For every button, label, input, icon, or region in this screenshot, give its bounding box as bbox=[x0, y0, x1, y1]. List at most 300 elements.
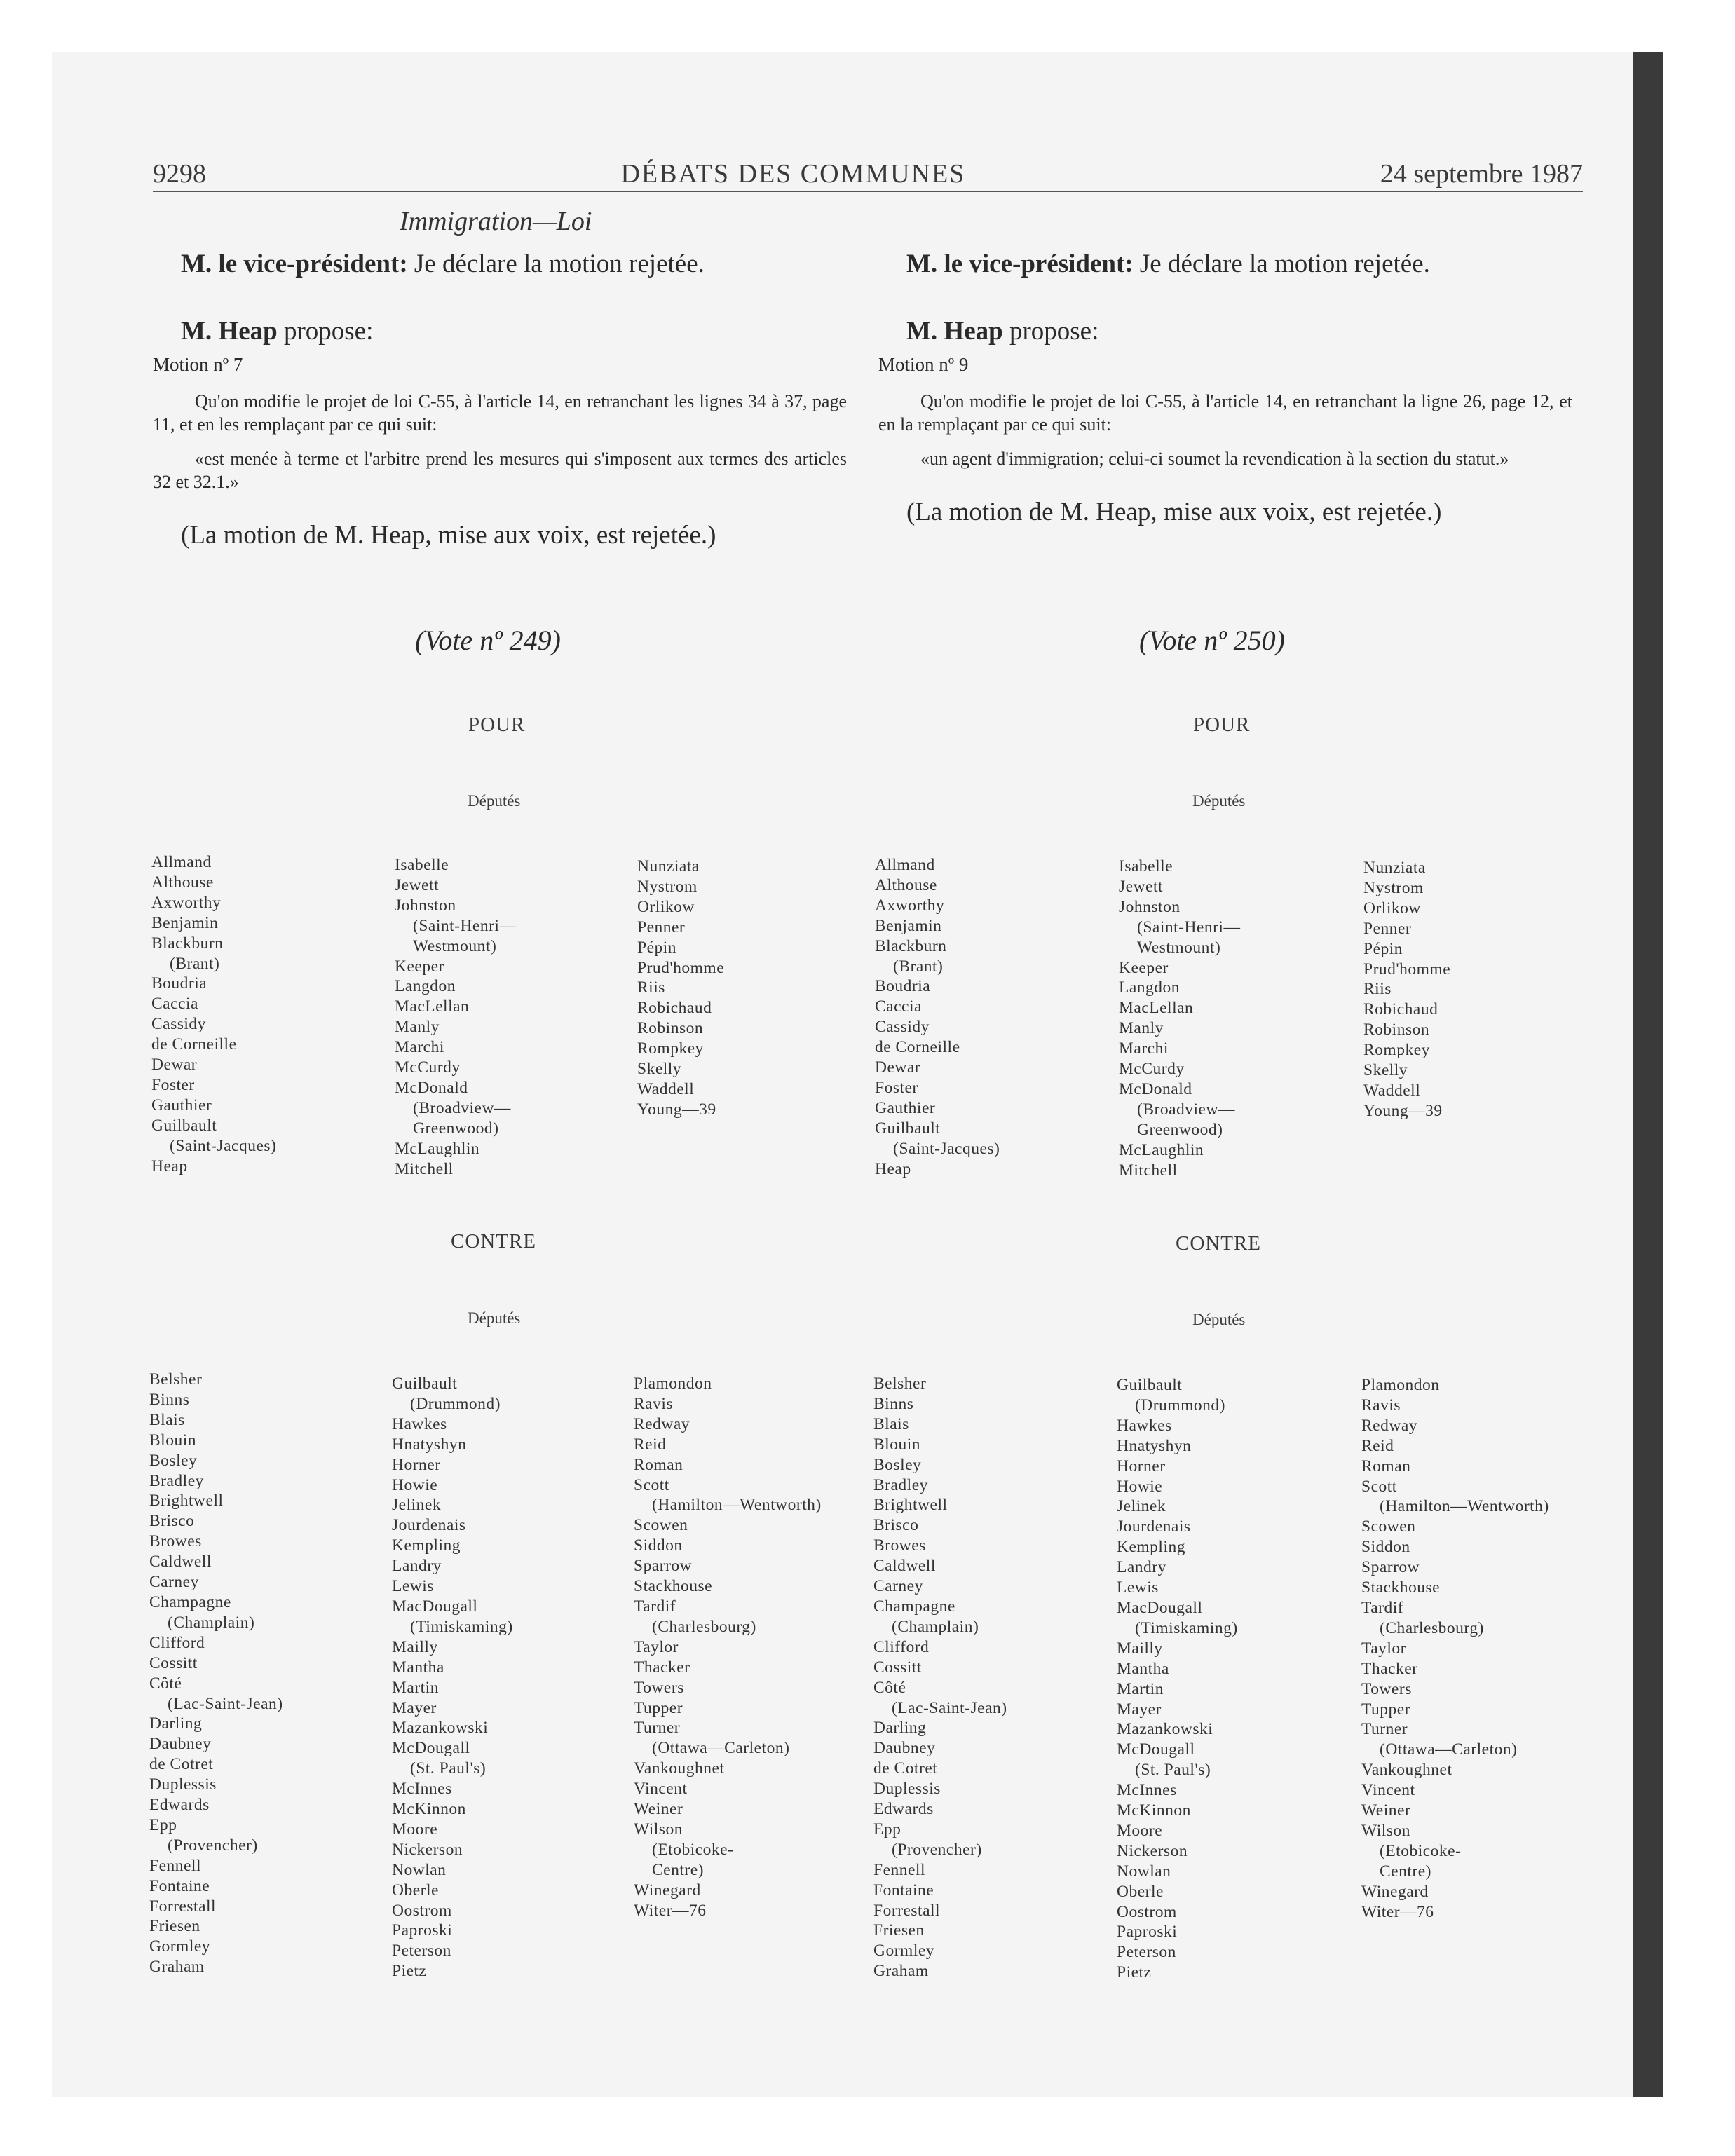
member-name: McKinnon bbox=[392, 1800, 466, 1819]
member-name: Moore bbox=[392, 1820, 438, 1838]
member-name: Turner bbox=[1361, 1720, 1408, 1739]
member-name: McCurdy bbox=[1119, 1060, 1185, 1079]
member-name: Forrestall bbox=[149, 1897, 217, 1916]
member-name: Waddell bbox=[637, 1079, 695, 1098]
member-name: Robichaud bbox=[1363, 1000, 1438, 1019]
member-name: Greenwood) bbox=[413, 1119, 499, 1138]
member-name: Clifford bbox=[873, 1637, 930, 1656]
member-name: Boudria bbox=[875, 977, 931, 996]
contre-names-col-3 bbox=[634, 1374, 822, 1920]
member-name: Vincent bbox=[1361, 1781, 1415, 1800]
member-name: Belsher bbox=[873, 1374, 927, 1393]
member-name: (Drummond) bbox=[410, 1394, 501, 1413]
left-column bbox=[153, 245, 847, 550]
member-name: Riis bbox=[637, 978, 665, 997]
page-number: 9298 bbox=[153, 159, 206, 189]
member-name: Peterson bbox=[392, 1942, 451, 1960]
publication-title: DÉBATS DES COMMUNES bbox=[620, 159, 966, 189]
member-name: Paproski bbox=[392, 1921, 453, 1940]
member-name: (Lac-Saint-Jean) bbox=[892, 1698, 1007, 1717]
member-name: Caccia bbox=[151, 995, 198, 1014]
member-name: Vankoughnet bbox=[634, 1759, 725, 1778]
member-name: (Charlesbourg) bbox=[1380, 1618, 1484, 1637]
member-name: Weiner bbox=[634, 1800, 683, 1819]
member-name: Caldwell bbox=[149, 1553, 212, 1571]
member-name: de Corneille bbox=[151, 1035, 237, 1054]
member-name: (Brant) bbox=[893, 957, 944, 976]
member-name: de Cotret bbox=[873, 1759, 938, 1778]
member-name: Mazankowski bbox=[1117, 1720, 1213, 1739]
member-name: Waddell bbox=[1363, 1081, 1421, 1100]
member-name: (Drummond) bbox=[1135, 1396, 1226, 1414]
member-name: Duplessis bbox=[873, 1780, 941, 1799]
member-name: (Lac-Saint-Jean) bbox=[168, 1694, 283, 1713]
member-name: Pietz bbox=[1117, 1963, 1152, 1982]
member-name: Blackburn bbox=[151, 934, 224, 953]
member-name: Riis bbox=[1363, 980, 1392, 999]
member-name: Tupper bbox=[1361, 1700, 1411, 1719]
member-name: Gormley bbox=[873, 1942, 935, 1960]
pour-label: POUR bbox=[468, 714, 526, 736]
member-name: Jewett bbox=[1119, 877, 1164, 896]
member-name: Oostrom bbox=[392, 1901, 452, 1920]
motion-quote: «est menée à terme et l'arbitre prend les mesures qui s'imposent aux termes des articles 32 et 32.1.» bbox=[153, 449, 847, 492]
member-name: Boudria bbox=[151, 974, 207, 993]
member-name: (Champlain) bbox=[168, 1613, 255, 1632]
member-name: Lewis bbox=[392, 1577, 434, 1596]
member-name: Landry bbox=[392, 1557, 442, 1576]
member-name: Marchi bbox=[395, 1038, 444, 1057]
member-name: Hawkes bbox=[1117, 1416, 1172, 1435]
member-name: (Provencher) bbox=[168, 1836, 258, 1855]
member-name: Rompkey bbox=[637, 1039, 704, 1058]
member-name: McDonald bbox=[395, 1078, 468, 1097]
member-name: (Timiskaming) bbox=[1135, 1618, 1238, 1637]
member-name: Binns bbox=[873, 1394, 914, 1413]
member-name: Martin bbox=[392, 1678, 439, 1697]
member-name: Young—39 bbox=[1363, 1101, 1443, 1120]
member-name: Blouin bbox=[873, 1435, 920, 1454]
motion-result: (La motion de M. Heap, mise aux voix, est rejetée.) bbox=[906, 498, 1442, 526]
member-name: Wilson bbox=[634, 1820, 683, 1838]
member-name: Winegard bbox=[1361, 1882, 1429, 1901]
member-name: MacDougall bbox=[392, 1597, 478, 1616]
member-name: (Provencher) bbox=[892, 1840, 982, 1859]
member-name: Nunziata bbox=[637, 857, 700, 875]
member-name: Taylor bbox=[634, 1637, 679, 1656]
member-name: Kempling bbox=[1117, 1538, 1185, 1557]
member-name: Redway bbox=[634, 1414, 690, 1433]
member-name: Marchi bbox=[1119, 1039, 1169, 1058]
member-name: Fontaine bbox=[873, 1881, 934, 1899]
motion-text: Qu'on modifie le projet de loi C-55, à l'article 14, en retranchant les lignes 34 à 37, page 11, et en les remplaçant par ce qui suit: bbox=[153, 391, 847, 435]
deputes-label: Députés bbox=[1192, 1311, 1246, 1328]
motion-quote: «un agent d'immigration; celui-ci soumet la revendication à la section du statut.» bbox=[920, 449, 1509, 469]
member-name: Edwards bbox=[873, 1800, 934, 1819]
member-name: Stackhouse bbox=[634, 1577, 713, 1596]
member-name: Redway bbox=[1361, 1416, 1418, 1435]
member-name: Vincent bbox=[634, 1780, 688, 1799]
member-name: McLaughlin bbox=[395, 1139, 480, 1158]
member-name: Howie bbox=[392, 1475, 438, 1494]
member-name: Brightwell bbox=[149, 1492, 224, 1510]
member-name: Penner bbox=[1363, 919, 1412, 938]
pour-names-col-1 bbox=[875, 855, 1000, 1180]
member-name: Vankoughnet bbox=[1361, 1761, 1452, 1780]
speaker-name: M. le vice-président: bbox=[906, 250, 1134, 278]
member-name: Cossitt bbox=[873, 1658, 922, 1677]
member-name: Allmand bbox=[875, 856, 935, 874]
member-name: Foster bbox=[875, 1078, 918, 1097]
member-name: Westmount) bbox=[1137, 938, 1221, 957]
member-name: Friesen bbox=[873, 1921, 925, 1940]
member-name: Axworthy bbox=[151, 893, 222, 912]
member-name: Mayer bbox=[392, 1698, 437, 1717]
member-name: Lewis bbox=[1117, 1578, 1159, 1597]
motion-text: Qu'on modifie le projet de loi C-55, à l'article 14, en retranchant la ligne 26, page 12, et en la remplaçant par ce qui suit: bbox=[878, 391, 1572, 435]
member-name: Peterson bbox=[1117, 1943, 1176, 1962]
member-name: Reid bbox=[634, 1435, 667, 1454]
member-name: Weiner bbox=[1361, 1801, 1411, 1820]
member-name: Orlikow bbox=[1363, 899, 1421, 917]
member-name: Cassidy bbox=[151, 1015, 206, 1034]
member-name: Robichaud bbox=[637, 999, 712, 1018]
member-name: Bosley bbox=[149, 1451, 198, 1470]
member-name: Wilson bbox=[1361, 1821, 1410, 1840]
member-name: (Etobicoke- bbox=[652, 1840, 734, 1859]
deputes-label: Députés bbox=[1192, 792, 1246, 810]
member-name: MacLellan bbox=[1119, 999, 1194, 1018]
member-name: Ravis bbox=[1361, 1396, 1401, 1414]
member-name: Bosley bbox=[873, 1455, 922, 1474]
member-name: Heap bbox=[875, 1159, 911, 1178]
pour-names-col-2 bbox=[395, 855, 516, 1180]
member-name: Nystrom bbox=[1363, 878, 1424, 897]
member-name: Mazankowski bbox=[392, 1719, 489, 1738]
member-name: Keeper bbox=[395, 957, 444, 976]
member-name: Darling bbox=[873, 1719, 927, 1738]
member-name: Centre) bbox=[1380, 1862, 1431, 1881]
member-name: Foster bbox=[151, 1075, 195, 1094]
member-name: Siddon bbox=[1361, 1538, 1410, 1557]
pour-label: POUR bbox=[1193, 714, 1251, 736]
member-name: Plamondon bbox=[1361, 1376, 1440, 1394]
member-name: Horner bbox=[392, 1455, 441, 1474]
member-name: Towers bbox=[634, 1678, 684, 1697]
member-name: Blais bbox=[149, 1410, 185, 1429]
publication-date: 24 septembre 1987 bbox=[1380, 159, 1583, 189]
member-name: Gauthier bbox=[151, 1096, 212, 1114]
member-name: McDonald bbox=[1119, 1079, 1192, 1098]
member-name: McInnes bbox=[392, 1780, 452, 1799]
member-name: Binns bbox=[149, 1390, 190, 1409]
member-name: Langdon bbox=[395, 977, 456, 996]
contre-names-col-3 bbox=[1361, 1375, 1549, 1922]
proposer-name: M. Heap bbox=[906, 317, 1003, 346]
contre-names-col-2 bbox=[392, 1374, 513, 1981]
member-name: Nowlan bbox=[392, 1860, 447, 1879]
member-name: McLaughlin bbox=[1119, 1140, 1204, 1159]
member-name: Carney bbox=[149, 1573, 199, 1592]
member-name: Thacker bbox=[634, 1658, 690, 1677]
member-name: Winegard bbox=[634, 1881, 701, 1899]
page-header bbox=[153, 158, 1583, 189]
member-name: Horner bbox=[1117, 1456, 1166, 1475]
member-name: (Saint-Henri— bbox=[413, 916, 517, 935]
deputes-label: Députés bbox=[468, 1309, 521, 1327]
member-name: Nystrom bbox=[637, 877, 698, 896]
member-name: Ravis bbox=[634, 1394, 674, 1413]
member-name: Centre) bbox=[652, 1860, 704, 1879]
member-name: Epp bbox=[149, 1815, 177, 1834]
member-name: Fontaine bbox=[149, 1876, 210, 1895]
member-name: Hawkes bbox=[392, 1414, 447, 1433]
member-name: (Champlain) bbox=[892, 1617, 979, 1636]
member-name: Scott bbox=[1361, 1477, 1397, 1496]
member-name: Prud'homme bbox=[637, 958, 725, 977]
member-name: Côté bbox=[873, 1678, 906, 1697]
member-name: Roman bbox=[634, 1455, 683, 1474]
member-name: Greenwood) bbox=[1137, 1120, 1223, 1139]
member-name: Penner bbox=[637, 917, 686, 936]
member-name: Orlikow bbox=[637, 897, 695, 916]
member-name: Nickerson bbox=[392, 1840, 463, 1859]
member-name: Scott bbox=[634, 1475, 669, 1494]
member-name: Paproski bbox=[1117, 1923, 1178, 1942]
member-name: Althouse bbox=[875, 875, 937, 894]
member-name: Jelinek bbox=[392, 1496, 442, 1515]
member-name: McDougall bbox=[1117, 1740, 1195, 1759]
member-name: (Broadview— bbox=[413, 1098, 511, 1117]
member-name: Reid bbox=[1361, 1436, 1394, 1455]
member-name: Oberle bbox=[1117, 1882, 1164, 1901]
member-name: Guilbault bbox=[392, 1374, 458, 1393]
member-name: (Saint-Henri— bbox=[1137, 917, 1241, 936]
member-name: (Ottawa—Carleton) bbox=[1380, 1740, 1518, 1759]
member-name: Heap bbox=[151, 1157, 188, 1175]
member-name: (Broadview— bbox=[1137, 1100, 1235, 1119]
proposer-statement: M. Heap propose: bbox=[181, 317, 374, 346]
member-name: Johnston bbox=[395, 896, 456, 915]
member-name: Côté bbox=[149, 1674, 182, 1693]
member-name: Blouin bbox=[149, 1431, 196, 1449]
speaker-name: M. le vice-président: bbox=[181, 250, 408, 278]
member-name: Graham bbox=[873, 1962, 929, 1981]
member-name: Fennell bbox=[149, 1856, 201, 1875]
pour-names-col-3 bbox=[637, 857, 724, 1120]
contre-names-col-2 bbox=[1117, 1375, 1238, 1983]
member-name: (Saint-Jacques) bbox=[893, 1139, 1000, 1158]
member-name: Siddon bbox=[634, 1536, 683, 1555]
right-column bbox=[878, 245, 1572, 527]
contre-names-col-1 bbox=[149, 1370, 283, 1977]
member-name: MacDougall bbox=[1117, 1598, 1203, 1617]
member-name: Epp bbox=[873, 1820, 901, 1838]
member-name: McDougall bbox=[392, 1739, 470, 1758]
member-name: Young—39 bbox=[637, 1100, 716, 1119]
vote-title: (Vote nº 249) bbox=[415, 625, 561, 656]
member-name: Thacker bbox=[1361, 1659, 1418, 1678]
member-name: (St. Paul's) bbox=[1135, 1761, 1211, 1780]
proposer-name: M. Heap bbox=[181, 317, 278, 346]
member-name: (Hamilton—Wentworth) bbox=[652, 1496, 822, 1515]
contre-label: CONTRE bbox=[451, 1230, 536, 1253]
pour-names-col-3 bbox=[1363, 858, 1450, 1121]
vote-title: (Vote nº 250) bbox=[1139, 625, 1285, 656]
speaker-statement: M. le vice-président: Je déclare la motion rejetée. bbox=[906, 250, 1430, 278]
member-name: Mitchell bbox=[1119, 1161, 1178, 1180]
member-name: Champagne bbox=[873, 1597, 955, 1616]
member-name: Kempling bbox=[392, 1536, 461, 1555]
proposer-statement: M. Heap propose: bbox=[906, 317, 1099, 346]
member-name: Forrestall bbox=[873, 1901, 941, 1920]
member-name: Carney bbox=[873, 1577, 923, 1596]
member-name: Fennell bbox=[873, 1860, 925, 1879]
member-name: Allmand bbox=[151, 853, 212, 871]
member-name: Isabelle bbox=[395, 856, 449, 874]
member-name: Robinson bbox=[1363, 1021, 1430, 1039]
member-name: Hnatyshyn bbox=[392, 1435, 467, 1454]
member-name: Dewar bbox=[151, 1056, 198, 1074]
member-name: Plamondon bbox=[634, 1374, 712, 1393]
pour-names-col-1 bbox=[151, 852, 276, 1177]
member-name: Langdon bbox=[1119, 978, 1181, 997]
member-name: Oostrom bbox=[1117, 1902, 1177, 1921]
member-name: Nowlan bbox=[1117, 1862, 1171, 1881]
member-name: Prud'homme bbox=[1363, 960, 1451, 978]
member-name: Howie bbox=[1117, 1477, 1163, 1496]
member-name: Edwards bbox=[149, 1796, 210, 1815]
member-name: (Etobicoke- bbox=[1380, 1841, 1462, 1860]
member-name: Westmount) bbox=[413, 936, 497, 955]
member-name: Jelinek bbox=[1117, 1497, 1166, 1516]
member-name: de Cotret bbox=[149, 1755, 214, 1774]
pour-names-col-2 bbox=[1119, 857, 1240, 1181]
member-name: Althouse bbox=[151, 873, 214, 892]
member-name: Cossitt bbox=[149, 1653, 198, 1672]
member-name: Landry bbox=[1117, 1558, 1166, 1577]
member-name: Cassidy bbox=[875, 1018, 930, 1037]
member-name: Browes bbox=[149, 1532, 202, 1551]
member-name: Dewar bbox=[875, 1058, 921, 1077]
member-name: Manly bbox=[395, 1018, 440, 1037]
member-name: McCurdy bbox=[395, 1058, 461, 1077]
member-name: Belsher bbox=[149, 1370, 203, 1389]
member-name: Pépin bbox=[637, 938, 677, 957]
member-name: Friesen bbox=[149, 1917, 200, 1936]
member-name: Blais bbox=[873, 1414, 909, 1433]
member-name: Sparrow bbox=[1361, 1558, 1420, 1577]
member-name: (Ottawa—Carleton) bbox=[652, 1739, 790, 1758]
member-name: Clifford bbox=[149, 1633, 205, 1652]
member-name: Blackburn bbox=[875, 936, 947, 955]
member-name: Browes bbox=[873, 1536, 926, 1555]
member-name: Pietz bbox=[392, 1962, 427, 1981]
member-name: McInnes bbox=[1117, 1781, 1177, 1800]
member-name: Witer—76 bbox=[1361, 1902, 1434, 1921]
member-name: Daubney bbox=[149, 1735, 212, 1754]
member-name: Mailly bbox=[1117, 1639, 1163, 1658]
member-name: Guilbault bbox=[1117, 1376, 1183, 1394]
member-name: Jourdenais bbox=[1117, 1517, 1191, 1536]
member-name: Brisco bbox=[149, 1512, 195, 1531]
member-name: Turner bbox=[634, 1719, 681, 1738]
member-name: Mayer bbox=[1117, 1700, 1162, 1719]
member-name: Towers bbox=[1361, 1679, 1412, 1698]
member-name: Bradley bbox=[873, 1475, 928, 1494]
member-name: Witer—76 bbox=[634, 1901, 707, 1920]
speaker-statement: M. le vice-président: Je déclare la motion rejetée. bbox=[181, 250, 705, 278]
member-name: Gormley bbox=[149, 1937, 211, 1956]
section-title: Immigration—Loi bbox=[400, 207, 592, 236]
scan-edge-bar bbox=[1633, 52, 1663, 2097]
member-name: Taylor bbox=[1361, 1639, 1406, 1658]
member-name: Oberle bbox=[392, 1881, 439, 1899]
member-name: Roman bbox=[1361, 1456, 1411, 1475]
member-name: Mantha bbox=[1117, 1659, 1169, 1678]
member-name: Mailly bbox=[392, 1637, 438, 1656]
member-name: Guilbault bbox=[151, 1116, 217, 1135]
member-name: Mitchell bbox=[395, 1159, 454, 1178]
member-name: Bradley bbox=[149, 1471, 204, 1490]
member-name: Jewett bbox=[395, 875, 440, 894]
deputes-label: Députés bbox=[468, 792, 521, 810]
member-name: Scowen bbox=[634, 1516, 688, 1535]
member-name: Graham bbox=[149, 1958, 205, 1977]
member-name: (Charlesbourg) bbox=[652, 1617, 756, 1636]
contre-names-col-1 bbox=[873, 1374, 1007, 1981]
member-name: Nunziata bbox=[1363, 859, 1426, 877]
member-name: Guilbault bbox=[875, 1119, 941, 1138]
member-name: Nickerson bbox=[1117, 1841, 1188, 1860]
motion-number: Motion nº 9 bbox=[878, 354, 969, 375]
member-name: (Brant) bbox=[170, 954, 220, 973]
member-name: de Corneille bbox=[875, 1038, 960, 1057]
member-name: Mantha bbox=[392, 1658, 444, 1677]
member-name: Caldwell bbox=[873, 1557, 936, 1576]
member-name: Caccia bbox=[875, 997, 922, 1016]
member-name: Skelly bbox=[637, 1060, 682, 1079]
member-name: Tardif bbox=[1361, 1598, 1404, 1617]
motion-result: (La motion de M. Heap, mise aux voix, est rejetée.) bbox=[181, 521, 716, 550]
member-name: Axworthy bbox=[875, 896, 945, 915]
member-name: Johnston bbox=[1119, 897, 1181, 916]
member-name: Tupper bbox=[634, 1698, 683, 1717]
member-name: Manly bbox=[1119, 1019, 1164, 1038]
member-name: (Hamilton—Wentworth) bbox=[1380, 1497, 1549, 1516]
member-name: Isabelle bbox=[1119, 857, 1173, 875]
member-name: Daubney bbox=[873, 1739, 936, 1758]
member-name: Brisco bbox=[873, 1516, 919, 1535]
member-name: Hnatyshyn bbox=[1117, 1436, 1192, 1455]
member-name: Brightwell bbox=[873, 1496, 948, 1515]
member-name: Gauthier bbox=[875, 1098, 936, 1117]
member-name: Moore bbox=[1117, 1821, 1163, 1840]
member-name: Martin bbox=[1117, 1679, 1164, 1698]
member-name: McKinnon bbox=[1117, 1801, 1191, 1820]
member-name: Champagne bbox=[149, 1592, 231, 1611]
member-name: (Saint-Jacques) bbox=[170, 1136, 277, 1155]
member-name: MacLellan bbox=[395, 997, 470, 1016]
member-name: (Timiskaming) bbox=[410, 1617, 513, 1636]
member-name: (St. Paul's) bbox=[410, 1759, 487, 1778]
member-name: Robinson bbox=[637, 1019, 704, 1038]
motion-number: Motion nº 7 bbox=[153, 354, 243, 375]
member-name: Jourdenais bbox=[392, 1516, 466, 1535]
member-name: Scowen bbox=[1361, 1517, 1416, 1536]
member-name: Rompkey bbox=[1363, 1041, 1430, 1060]
member-name: Pépin bbox=[1363, 939, 1403, 958]
